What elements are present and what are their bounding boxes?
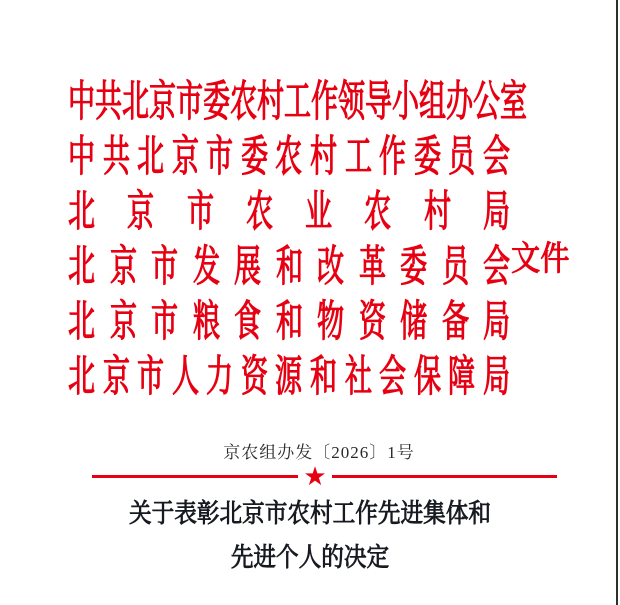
divider-line-right: [332, 475, 557, 478]
issuer-line-1: 中 共 北 京 市 委 农 村 工 作 领 导 小 组 办 公 室: [67, 79, 528, 126]
issuer-line-2: 中 共 北 京 市 委 农 村 工 作 委 员 会: [67, 134, 510, 181]
title-line-1: 关于表彰北京市农村工作先进集体和: [129, 499, 491, 528]
document-title: [0, 497, 620, 575]
red-star-icon: ★: [303, 462, 327, 492]
document-type-label: 文件: [511, 241, 570, 278]
issuer-line-6: 北 京 市 人 力 资 源 和 社 会 保 障 局: [67, 354, 510, 401]
page-edge-line: [616, 0, 618, 605]
divider-line-left: [92, 475, 298, 478]
issuing-agencies-block: [67, 75, 528, 405]
issuer-line-3: 北 京 市 农 业 农 村 局: [67, 189, 511, 236]
issuer-line-5: 北 京 市 粮 食 和 物 资 储 备 局: [67, 299, 511, 346]
issuer-line-4: 北 京 市 发 展 和 改 革 委 员 会: [67, 244, 511, 291]
title-line-2: 先进个人的决定: [230, 543, 390, 572]
document-number: 京农组办发〔2026〕1号: [223, 443, 415, 462]
